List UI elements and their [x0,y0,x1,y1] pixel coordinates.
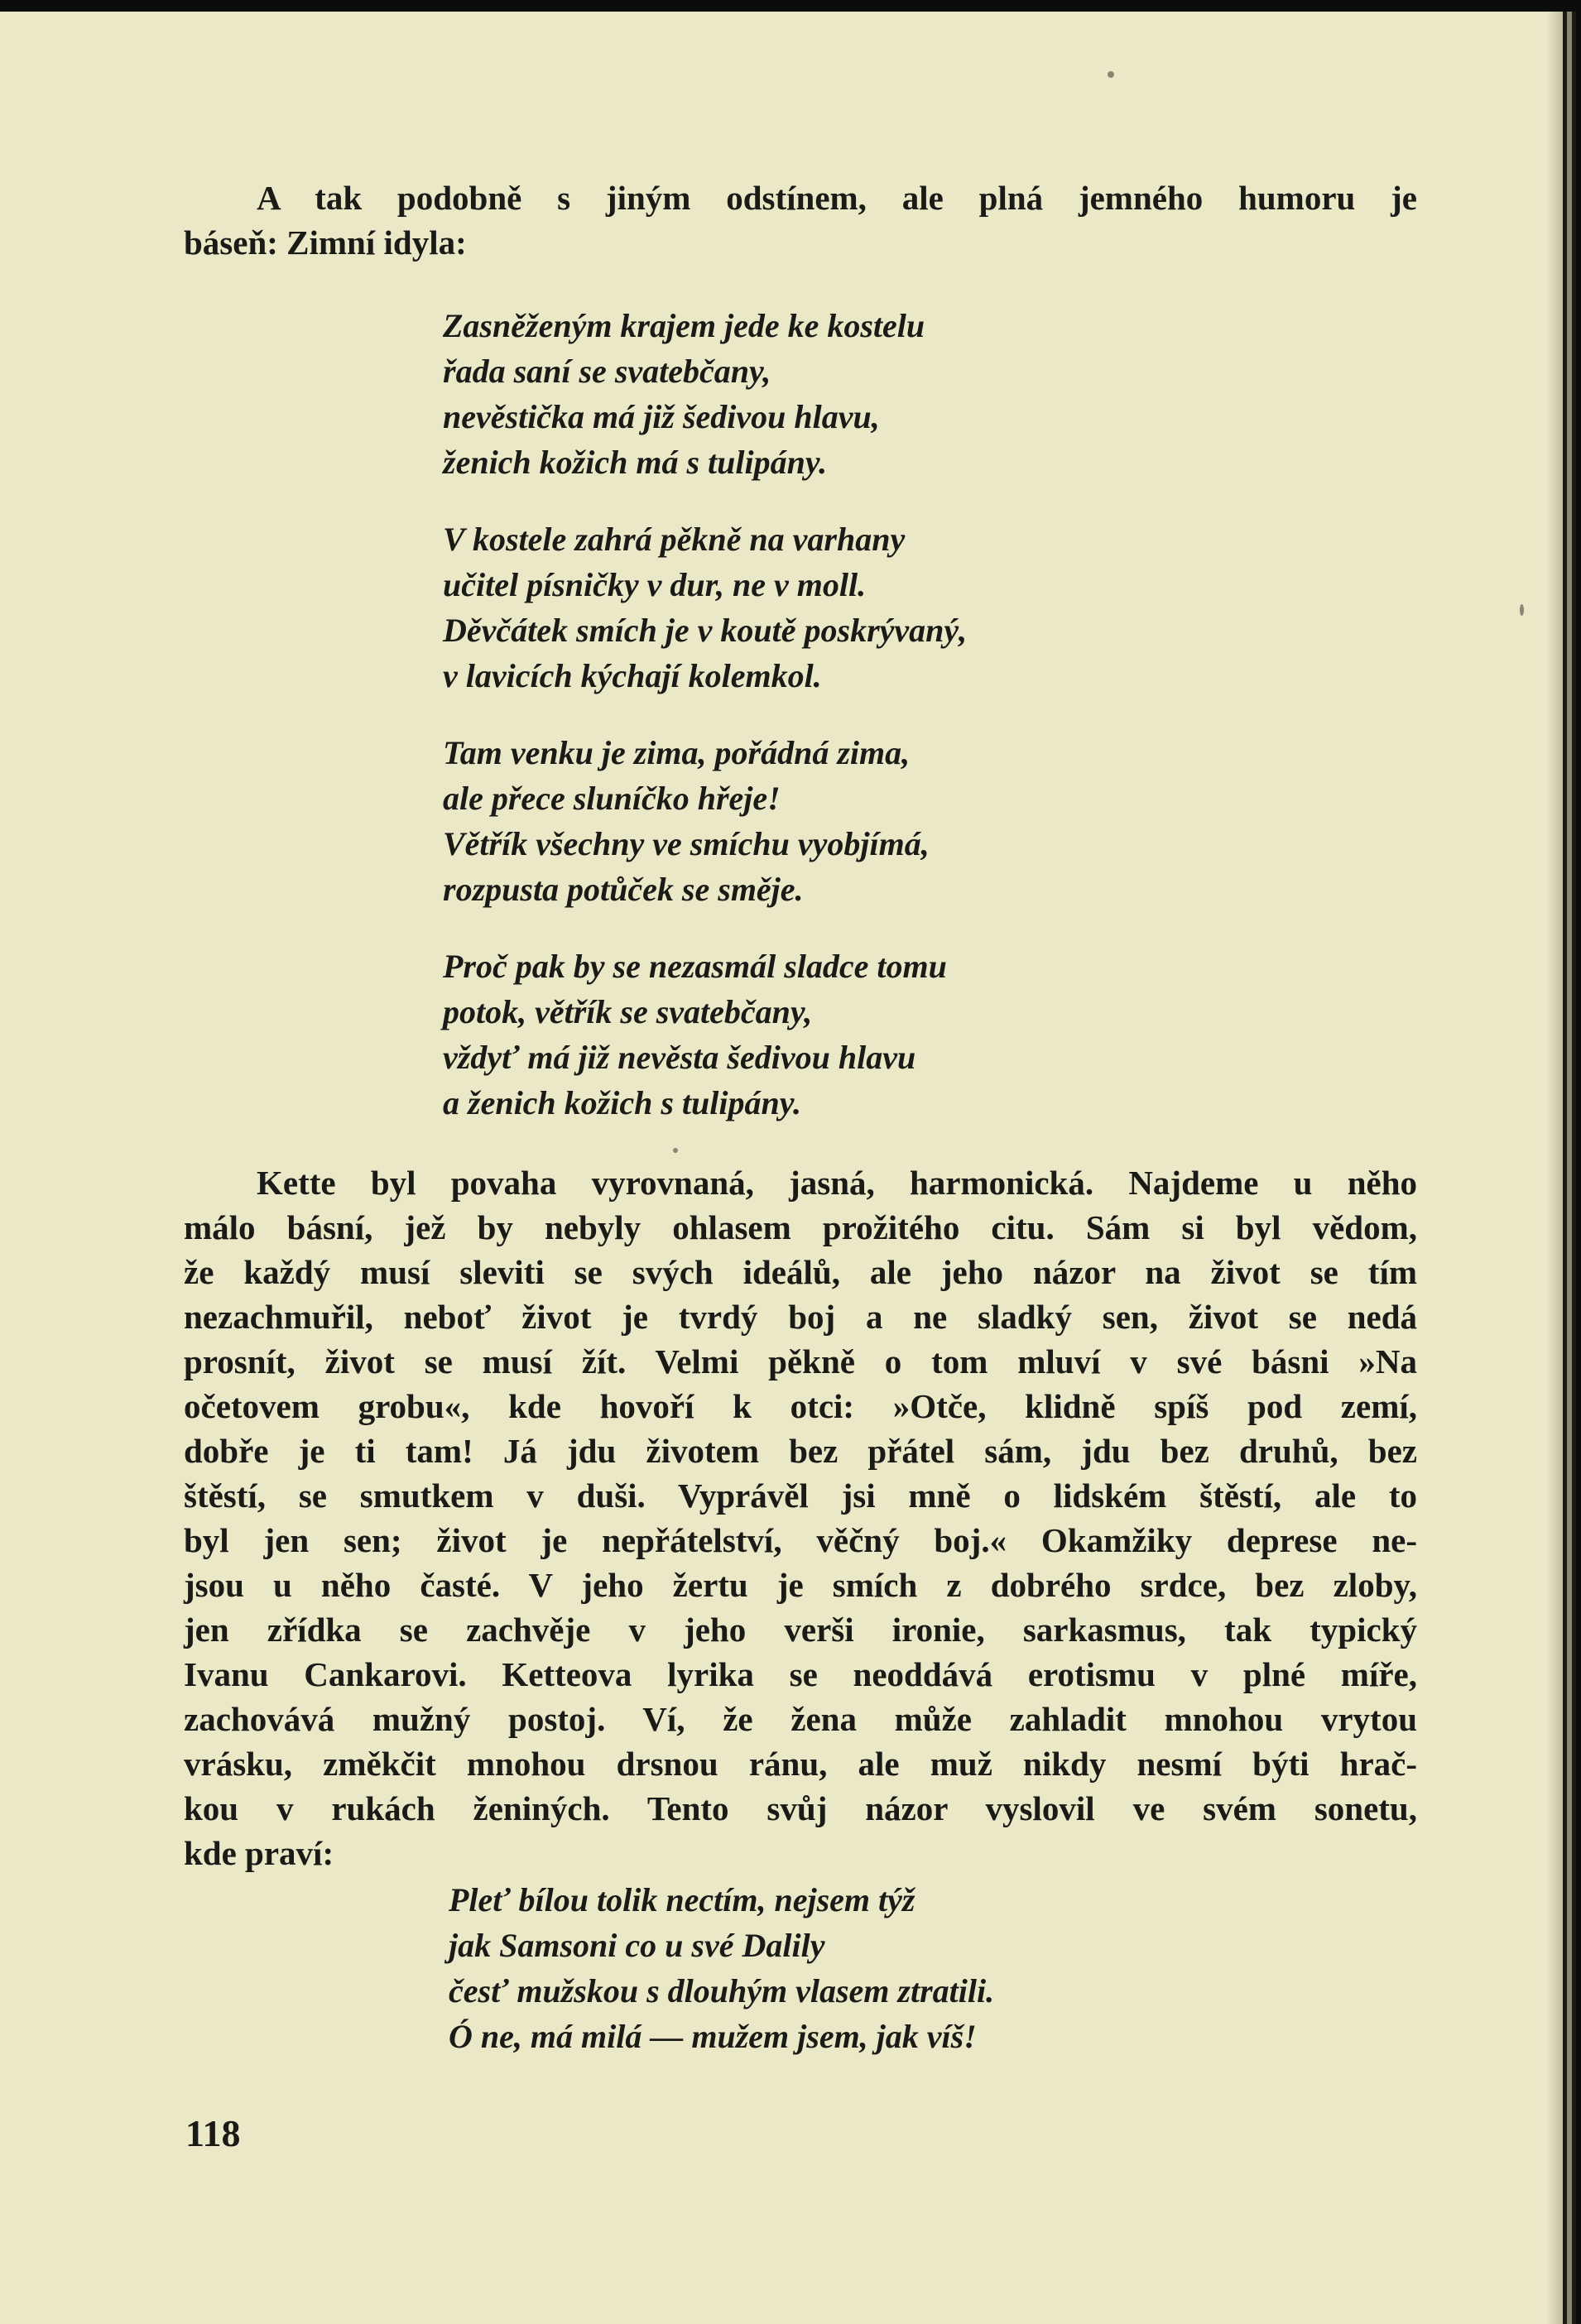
intro-line: A tak podobně s jiným odstínem, ale plná jemného humoru je [257,179,1417,217]
poem-line: V kostele zahrá pěkně na varhany [443,521,906,558]
body-line: málo básní, jež by nebyly ohlasem prožitého citu. Sám si byl vědom, [184,1208,1417,1246]
body-line: prosnít, život se musí žít. Velmi pěkně o tom mluví v své básni »Na [184,1342,1417,1380]
poem-line: řada saní se svatebčany, [443,353,771,390]
sonnet-line: jak Samsoni co u své Dalily [449,1927,825,1964]
intro-line: báseň: Zimní idyla: [184,223,467,262]
body-line: vrásku, změkčit mnohou drsnou ránu, ale muž nikdy nesmí býti hrač- [184,1745,1417,1783]
body-line: kde praví: [184,1834,334,1872]
poem-stanza-3 [443,730,930,912]
poem-line: Děvčátek smích je v koutě poskrývaný, [443,612,968,649]
paper-speck [1520,604,1524,616]
poem-stanza-4 [443,944,947,1126]
poem-line: a ženich kožich s tulipány. [443,1084,802,1121]
body-line: že každý musí sleviti se svých ideálů, ale jeho názor na život se tím [184,1253,1417,1291]
poem-line: rozpusta potůček se směje. [443,871,804,908]
poem-stanza-2 [443,516,967,699]
sonnet-line: Ó ne, má milá — mužem jsem, jak víš! [449,2018,977,2055]
poem-line: učitel písničky v dur, ne v moll. [443,566,867,603]
next-page-edge [1567,12,1572,2324]
body-line: zachovává mužný postoj. Ví, že žena může zahladit mnohou vrytou [184,1700,1417,1738]
body-line: nezachmuřil, neboť život je tvrdý boj a ne sladký sen, život se nedá [184,1298,1417,1336]
paper-speck [1108,71,1114,78]
body-line: jsou u něho časté. V jeho žertu je smích z dobrého srdce, bez zloby, [184,1566,1417,1604]
body-line: Kette byl povaha vyrovnaná, jasná, harmonická. Najdeme u něho [257,1164,1417,1202]
poem-line: Tam venku je zima, pořádná zima, [443,734,911,771]
intro-paragraph [184,175,1417,265]
body-line: byl jen sen; život je nepřátelství, věčný boj.« Okamžiky deprese ne- [184,1521,1417,1559]
sonnet-line: česť mužskou s dlouhým vlasem ztratili. [449,1972,995,2009]
body-line: kou v rukách ženiných. Tento svůj názor vyslovil ve svém sonetu, [184,1789,1417,1827]
page-gutter-shadow [1546,12,1563,2324]
body-line: Ivanu Cankarovi. Ketteova lyrika se neoddává erotismu v plné míře, [184,1655,1417,1693]
body-line: očetovem grobu«, kde hovoří k otci: »Otče, klidně spíš pod zemí, [184,1387,1417,1425]
poem-line: Větřík všechny ve smíchu vyobjímá, [443,825,930,862]
poem-line: vždyť má již nevěsta šedivou hlavu [443,1039,916,1076]
body-line: dobře je ti tam! Já jdu životem bez přátel sám, jdu bez druhů, bez [184,1432,1417,1470]
body-paragraph [184,1160,1417,1875]
paper-speck [673,1148,678,1153]
sonnet-excerpt [449,1877,994,2059]
body-line: štěstí, se smutkem v duši. Vyprávěl jsi mně o lidském štěstí, ale to [184,1477,1417,1515]
poem-line: ale přece sluníčko hřeje! [443,780,781,817]
poem-line: Proč pak by se nezasmál sladce tomu [443,948,947,985]
page-number: 118 [185,2112,241,2154]
poem-line: nevěstička má již šedivou hlavu, [443,398,880,435]
poem-line: ženich kožich má s tulipány. [443,444,828,481]
poem-line: Zasněženým krajem jede ke kostelu [443,307,925,344]
poem-line: v lavicích kýchají kolemkol. [443,657,822,694]
body-line: jen zřídka se zachvěje v jeho verši ironie, sarkasmus, tak typický [184,1611,1417,1649]
poem-stanza-1 [443,303,925,485]
sonnet-line: Pleť bílou tolik nectím, nejsem týž [449,1881,915,1918]
poem-line: potok, větřík se svatebčany, [443,993,813,1030]
